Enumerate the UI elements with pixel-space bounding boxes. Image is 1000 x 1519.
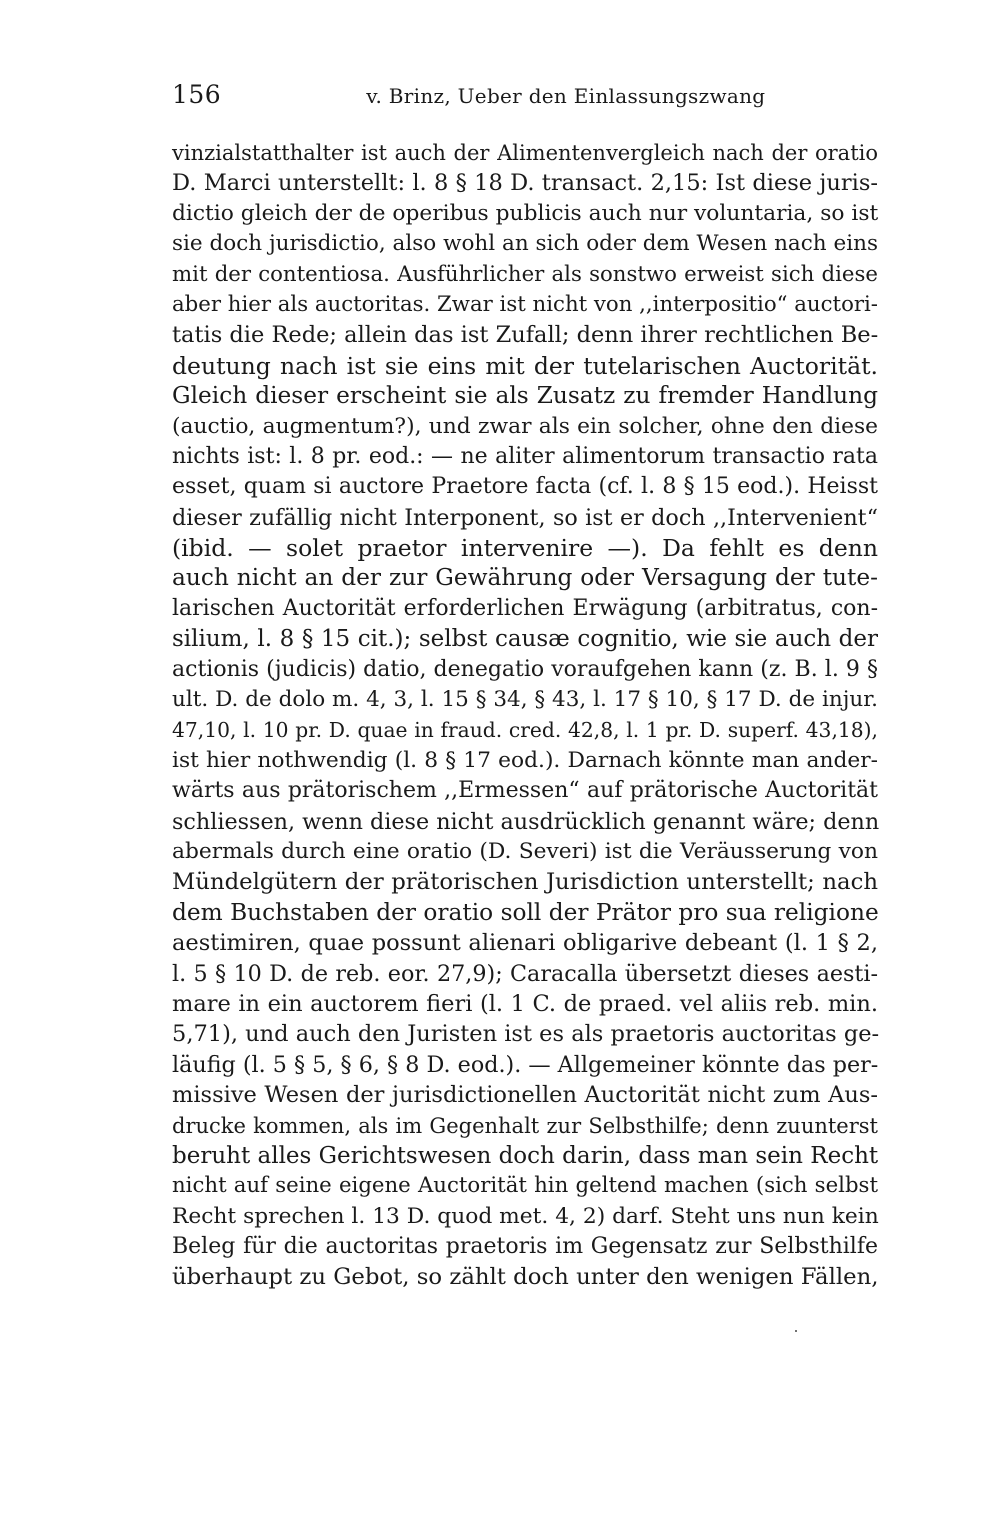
text-line: esset, quam si auctore Praetore facta (cf. l. 8 § 15 eod.). Heisst bbox=[172, 474, 878, 500]
text-line: ist hier nothwendig (l. 8 § 17 eod.). Darnach könnte man ander- bbox=[172, 747, 878, 773]
text-line: silium, l. 8 § 15 cit.); selbst causæ cognitio, wie sie auch der bbox=[172, 626, 878, 653]
text-line: larischen Auctorität erforderlichen Erwägung (arbitratus, con- bbox=[172, 595, 878, 621]
text-line: Beleg für die auctoritas praetoris im Gegensatz zur Selbsthilfe bbox=[172, 1234, 878, 1260]
text-line: tatis die Rede; allein das ist Zufall; denn ihrer rechtlichen Be- bbox=[172, 322, 879, 349]
text-line: abermals durch eine oratio (D. Severi) ist die Veräusserung von bbox=[172, 838, 878, 864]
text-line: 5,71), und auch den Juristen ist es als praetoris auctoritas ge- bbox=[172, 1021, 880, 1048]
text-line: drucke kommen, als im Gegenhalt zur Selbsthilfe; denn zuunterst bbox=[172, 1113, 878, 1138]
print-speck bbox=[795, 1330, 797, 1332]
text-line: läufig (l. 5 § 5, § 6, § 8 D. eod.). — Allgemeiner könnte das per- bbox=[172, 1051, 879, 1078]
text-line: wärts aus prätorischem ,,Ermessen“ auf prätorische Auctorität bbox=[172, 778, 878, 804]
text-line: dieser zufällig nicht Interponent, so ist er doch ,,Intervenient“ bbox=[172, 504, 878, 531]
text-line: missive Wesen der jurisdictionellen Auctorität nicht zum Aus- bbox=[172, 1082, 878, 1109]
text-line: D. Marci unterstellt: l. 8 § 18 D. transact. 2,15: Ist diese juris- bbox=[172, 170, 878, 197]
text-line: dem Buchstaben der oratio soll der Prätor pro sua religione bbox=[172, 898, 879, 926]
body-text bbox=[172, 138, 878, 1293]
text-line: ult. D. de dolo m. 4, 3, l. 15 § 34, § 43, l. 17 § 10, § 17 D. de injur. bbox=[172, 687, 878, 713]
text-line: Gleich dieser erscheint sie als Zusatz zu fremder Handlung bbox=[172, 382, 878, 410]
text-line: actionis (judicis) datio, denegatio voraufgehen kann (z. B. l. 9 § bbox=[172, 656, 878, 682]
text-line: vinzialstatthalter ist auch der Alimentenvergleich nach der oratio bbox=[172, 141, 878, 165]
running-head bbox=[172, 80, 878, 114]
text-line: auch nicht an der zur Gewährung oder Versagung der tute- bbox=[172, 564, 878, 592]
text-line: aber hier als auctoritas. Zwar ist nicht von ,,interpositio“ auctori- bbox=[172, 291, 878, 317]
text-line: 47,10, l. 10 pr. D. quae in fraud. cred. 42,8, l. 1 pr. D. superf. 43,18), bbox=[172, 718, 878, 743]
text-line: (auctio, augmentum?), und zwar als ein solcher, ohne den diese bbox=[172, 413, 878, 439]
text-line: beruht alles Gerichtswesen doch darin, dass man sein Recht bbox=[172, 1142, 879, 1169]
text-line: mare in ein auctorem fieri (l. 1 C. de praed. vel aliis reb. min. bbox=[172, 990, 878, 1017]
text-line: überhaupt zu Gebot, so zählt doch unter den wenigen Fällen, bbox=[172, 1264, 879, 1291]
text-line: (ibid. — solet praetor intervenire —). Da fehlt es denn bbox=[172, 534, 878, 563]
text-line: schliessen, wenn diese nicht ausdrücklich genannt wäre; denn bbox=[172, 808, 880, 835]
text-line: nichts ist: l. 8 pr. eod.: — ne aliter alimentorum transactio rata bbox=[172, 443, 878, 469]
text-line: sie doch jurisdictio, also wohl an sich oder dem Wesen nach eins bbox=[172, 231, 878, 257]
text-line: l. 5 § 10 D. de reb. eor. 27,9); Caracalla übersetzt dieses aesti- bbox=[172, 960, 878, 987]
text-line: nicht auf seine eigene Auctorität hin geltend machen (sich selbst bbox=[172, 1173, 878, 1199]
text-line: deutung nach ist sie eins mit der tutelarischen Auctorität. bbox=[172, 351, 878, 380]
text-line: Mündelgütern der prätorischen Jurisdiction unterstellt; nach bbox=[172, 869, 878, 896]
text-line: Recht sprechen l. 13 D. quod met. 4, 2) darf. Steht uns nun kein bbox=[172, 1203, 879, 1229]
text-line: dictio gleich der de operibus publicis auch nur voluntaria, so ist bbox=[172, 200, 879, 226]
text-line: aestimiren, quae possunt alienari obligarive debeant (l. 1 § 2, bbox=[172, 930, 878, 957]
page-number: 156 bbox=[172, 80, 222, 109]
running-title: v. Brinz, Ueber den Einlassungszwang bbox=[366, 84, 766, 108]
text-line: mit der contentiosa. Ausführlicher als sonstwo erweist sich diese bbox=[172, 261, 878, 287]
